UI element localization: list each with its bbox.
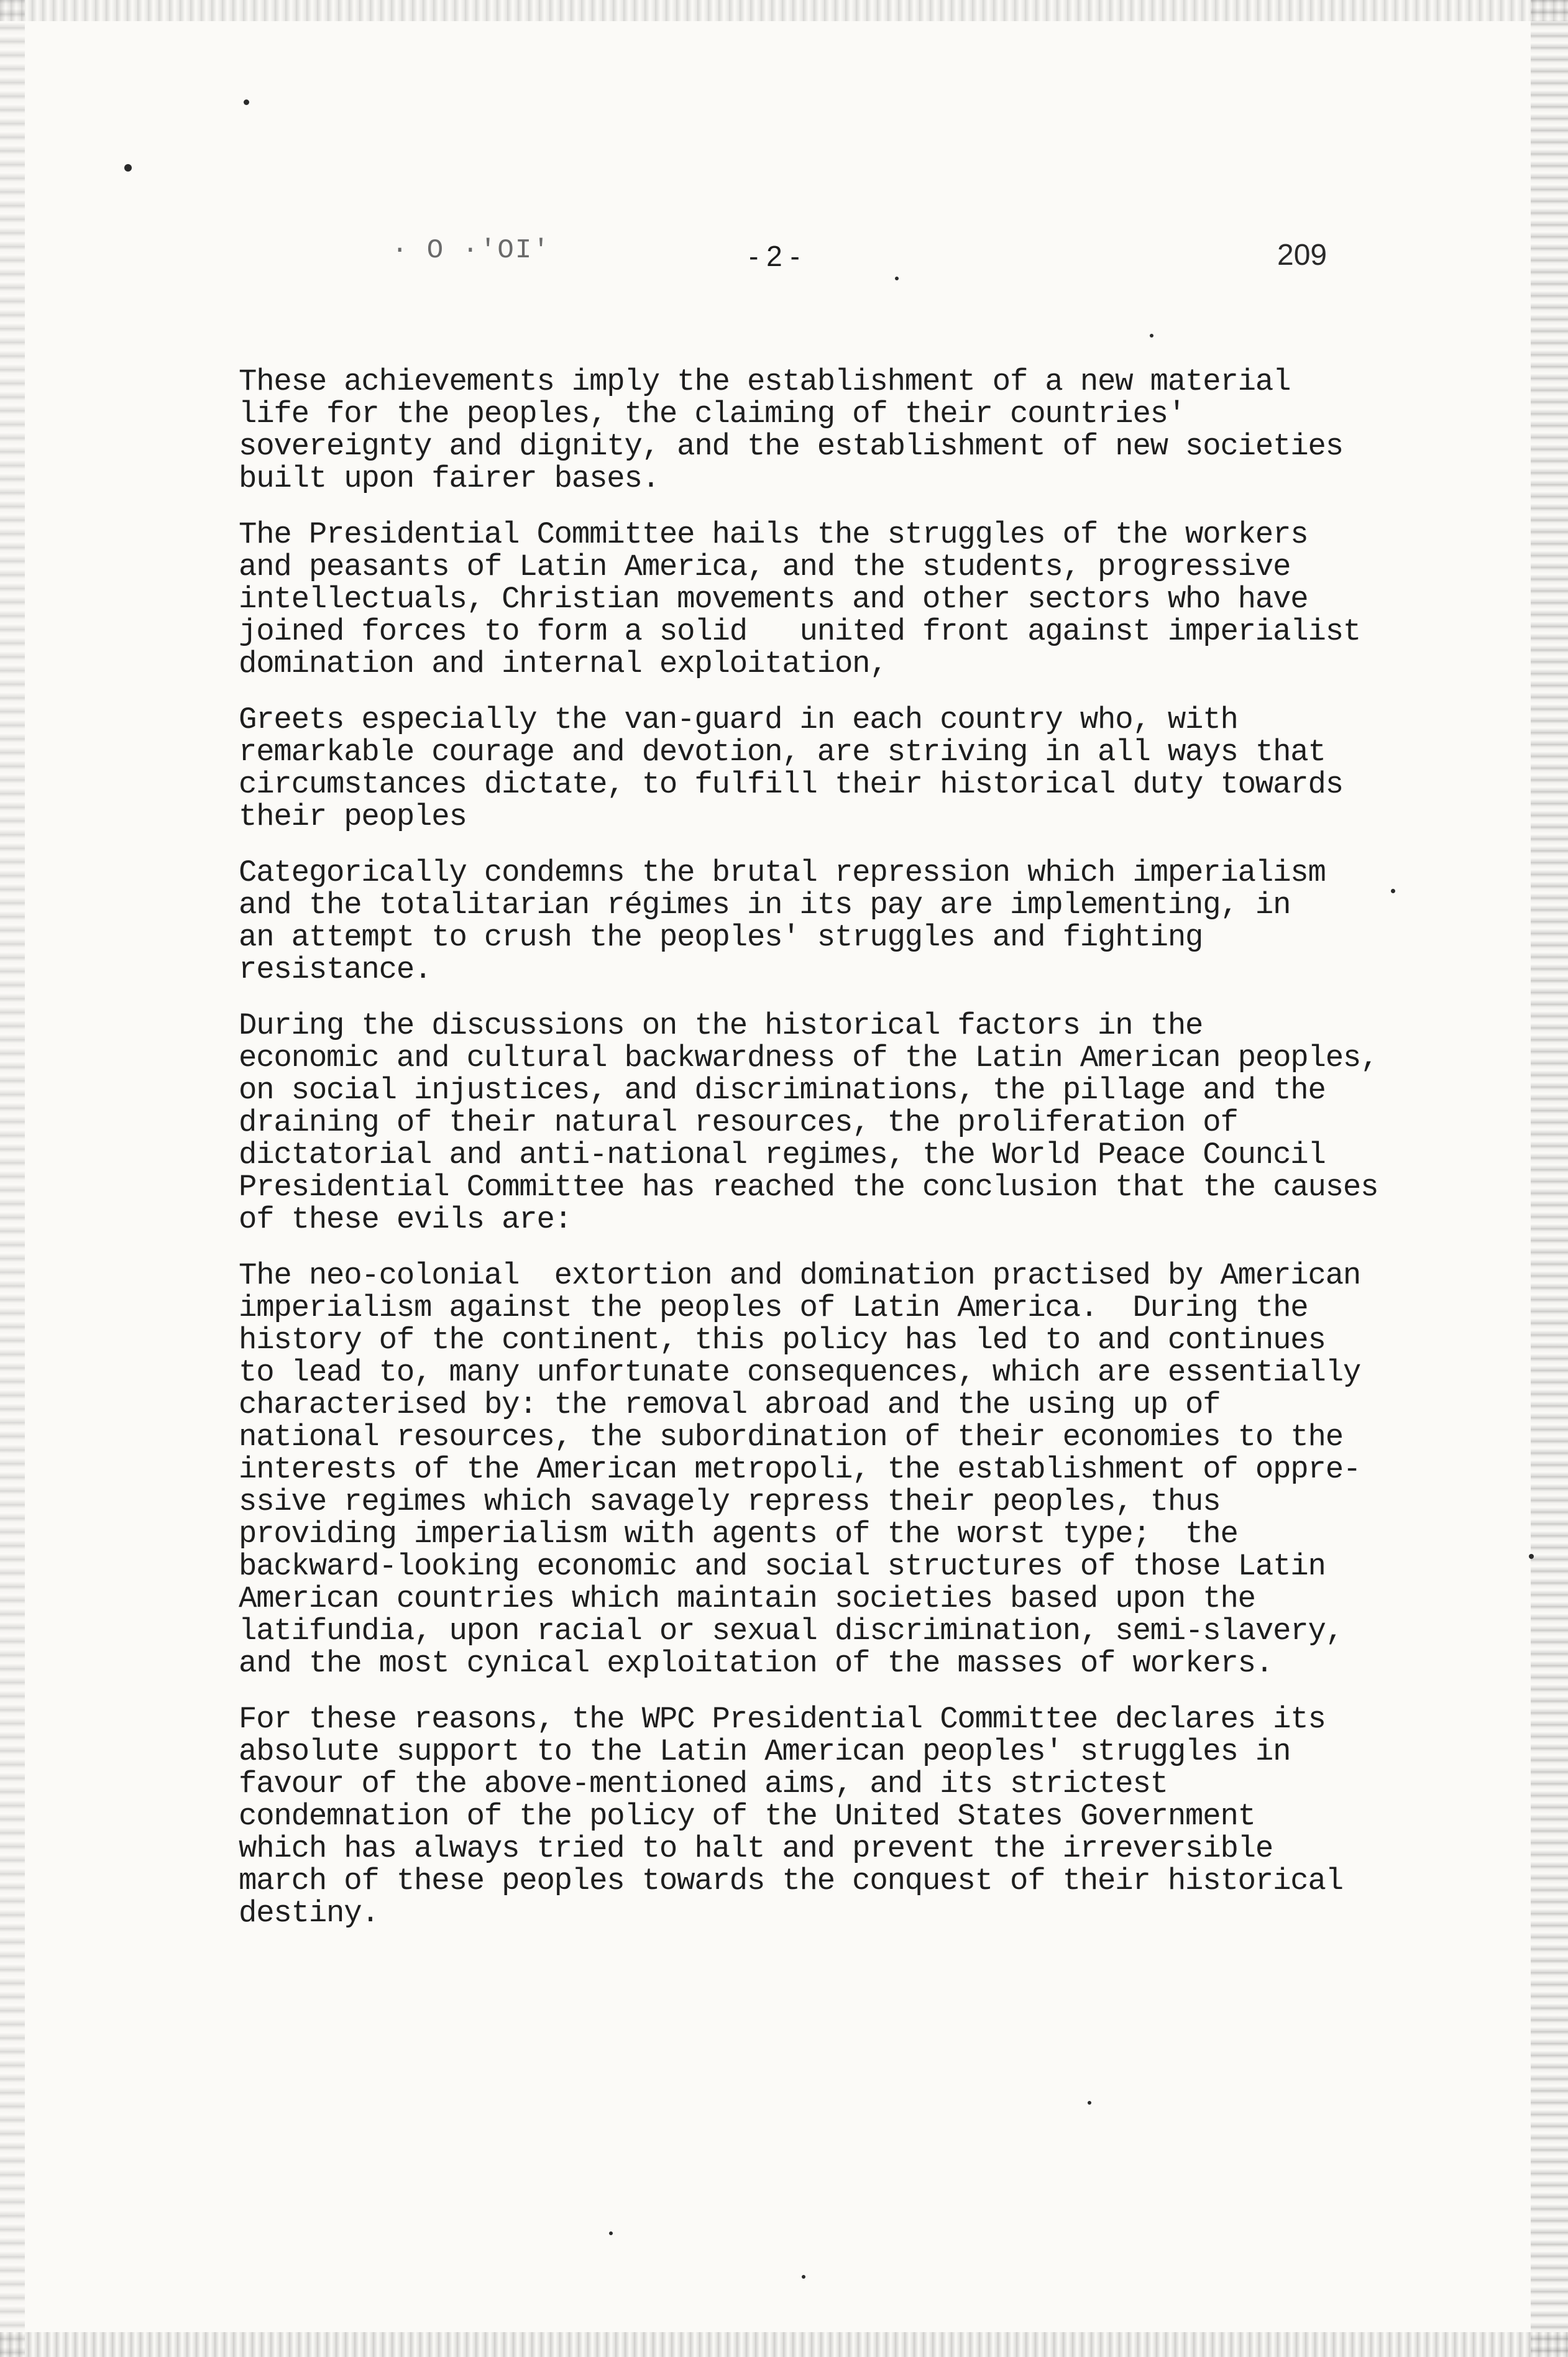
text-line: march of these peoples towards the conquest of their historical [239, 1863, 1343, 1898]
text-line: which has always tried to halt and prevent the irreversible [239, 1831, 1273, 1866]
text-line: their peoples [239, 799, 467, 834]
scan-speck [244, 99, 249, 105]
text-line: and peasants of Latin America, and the students, progressive [239, 549, 1291, 584]
text-line: joined forces to form a solid united front against imperialist [239, 614, 1361, 649]
scan-edge-bottom [0, 2332, 1568, 2357]
text-line: Categorically condemns the brutal repression which imperialism [239, 855, 1326, 890]
text-line: national resources, the subordination of their economies to the [239, 1420, 1343, 1454]
text-line: latifundia, upon racial or sexual discrimination, semi-slavery, [239, 1614, 1343, 1648]
text-line: providing imperialism with agents of the worst type; the [239, 1517, 1238, 1551]
paragraph-discussions [239, 1009, 1494, 1236]
text-line: During the discussions on the historical factors in the [239, 1008, 1203, 1043]
text-line: history of the continent, this policy has led to and continues [239, 1323, 1326, 1358]
paragraph-hails-struggles [239, 518, 1494, 680]
page-number: - 2 - [749, 240, 800, 272]
scan-speck [1088, 2101, 1091, 2105]
text-line: These achievements imply the establishment of a new material [239, 364, 1291, 399]
paragraph-neo-colonial [239, 1259, 1494, 1679]
scan-edge-left [0, 0, 25, 2357]
text-line: remarkable courage and devotion, are striving in all ways that [239, 735, 1326, 770]
text-line: to lead to, many unfortunate consequences, which are essentially [239, 1355, 1361, 1390]
text-line: absolute support to the Latin American peoples' struggles in [239, 1734, 1291, 1769]
text-line: domination and internal exploitation, [239, 646, 887, 681]
text-line: destiny. [239, 1896, 379, 1931]
scan-edge-right [1531, 0, 1568, 2357]
text-line: resistance. [239, 952, 432, 987]
scan-speck [124, 164, 132, 172]
text-line: built upon fairer bases. [239, 461, 659, 496]
document-reference: 209 [1277, 239, 1327, 272]
text-line: Greets especially the van-guard in each country who, with [239, 702, 1238, 737]
text-line: For these reasons, the WPC Presidential Committee declares its [239, 1702, 1326, 1737]
header-left-text: · O ·'OI' [392, 235, 551, 266]
scan-speck [1529, 1554, 1534, 1559]
text-line: sovereignty and dignity, and the establishment of new societies [239, 429, 1343, 464]
text-line: The neo-colonial extortion and domination practised by American [239, 1258, 1361, 1293]
paragraph-achievements [239, 365, 1494, 495]
text-line: and the totalitarian régimes in its pay are implementing, in [239, 888, 1291, 922]
text-line: interests of the American metropoli, the establishment of oppre- [239, 1452, 1361, 1487]
scan-speck [609, 2231, 613, 2235]
scan-speck [802, 2275, 805, 2279]
text-line: intellectuals, Christian movements and other sectors who have [239, 582, 1308, 617]
text-line: The Presidential Committee hails the struggles of the workers [239, 517, 1308, 552]
text-line: imperialism against the peoples of Latin America. During the [239, 1290, 1308, 1325]
text-line: life for the peoples, the claiming of their countries' [239, 397, 1186, 431]
text-line: favour of the above-mentioned aims, and its strictest [239, 1767, 1168, 1801]
text-line: ssive regimes which savagely repress their peoples, thus [239, 1484, 1221, 1519]
text-line: and the most cynical exploitation of the masses of workers. [239, 1646, 1273, 1681]
text-line: an attempt to crush the peoples' struggles and fighting [239, 920, 1203, 955]
paragraph-condemns [239, 857, 1494, 986]
text-line: economic and cultural backwardness of the Latin American peoples, [239, 1041, 1378, 1075]
text-line: condemnation of the policy of the United States Government [239, 1799, 1255, 1834]
text-line: Presidential Committee has reached the conclusion that the causes [239, 1170, 1378, 1205]
text-line: of these evils are: [239, 1202, 572, 1237]
text-line: on social injustices, and discriminations, the pillage and the [239, 1073, 1326, 1108]
paragraph-greets [239, 704, 1494, 833]
scan-edge-top [0, 0, 1568, 21]
paragraph-for-these-reasons [239, 1703, 1494, 1929]
text-line: characterised by: the removal abroad and the using up of [239, 1387, 1221, 1422]
text-line: dictatorial and anti-national regimes, the World Peace Council [239, 1137, 1326, 1172]
scan-speck [895, 277, 899, 280]
document-body [239, 365, 1494, 1953]
text-line: draining of their natural resources, the proliferation of [239, 1105, 1238, 1140]
text-line: American countries which maintain societies based upon the [239, 1581, 1255, 1616]
text-line: circumstances dictate, to fulfill their historical duty towards [239, 767, 1343, 802]
text-line: backward-looking economic and social structures of those Latin [239, 1549, 1326, 1584]
scan-speck [1150, 334, 1153, 338]
